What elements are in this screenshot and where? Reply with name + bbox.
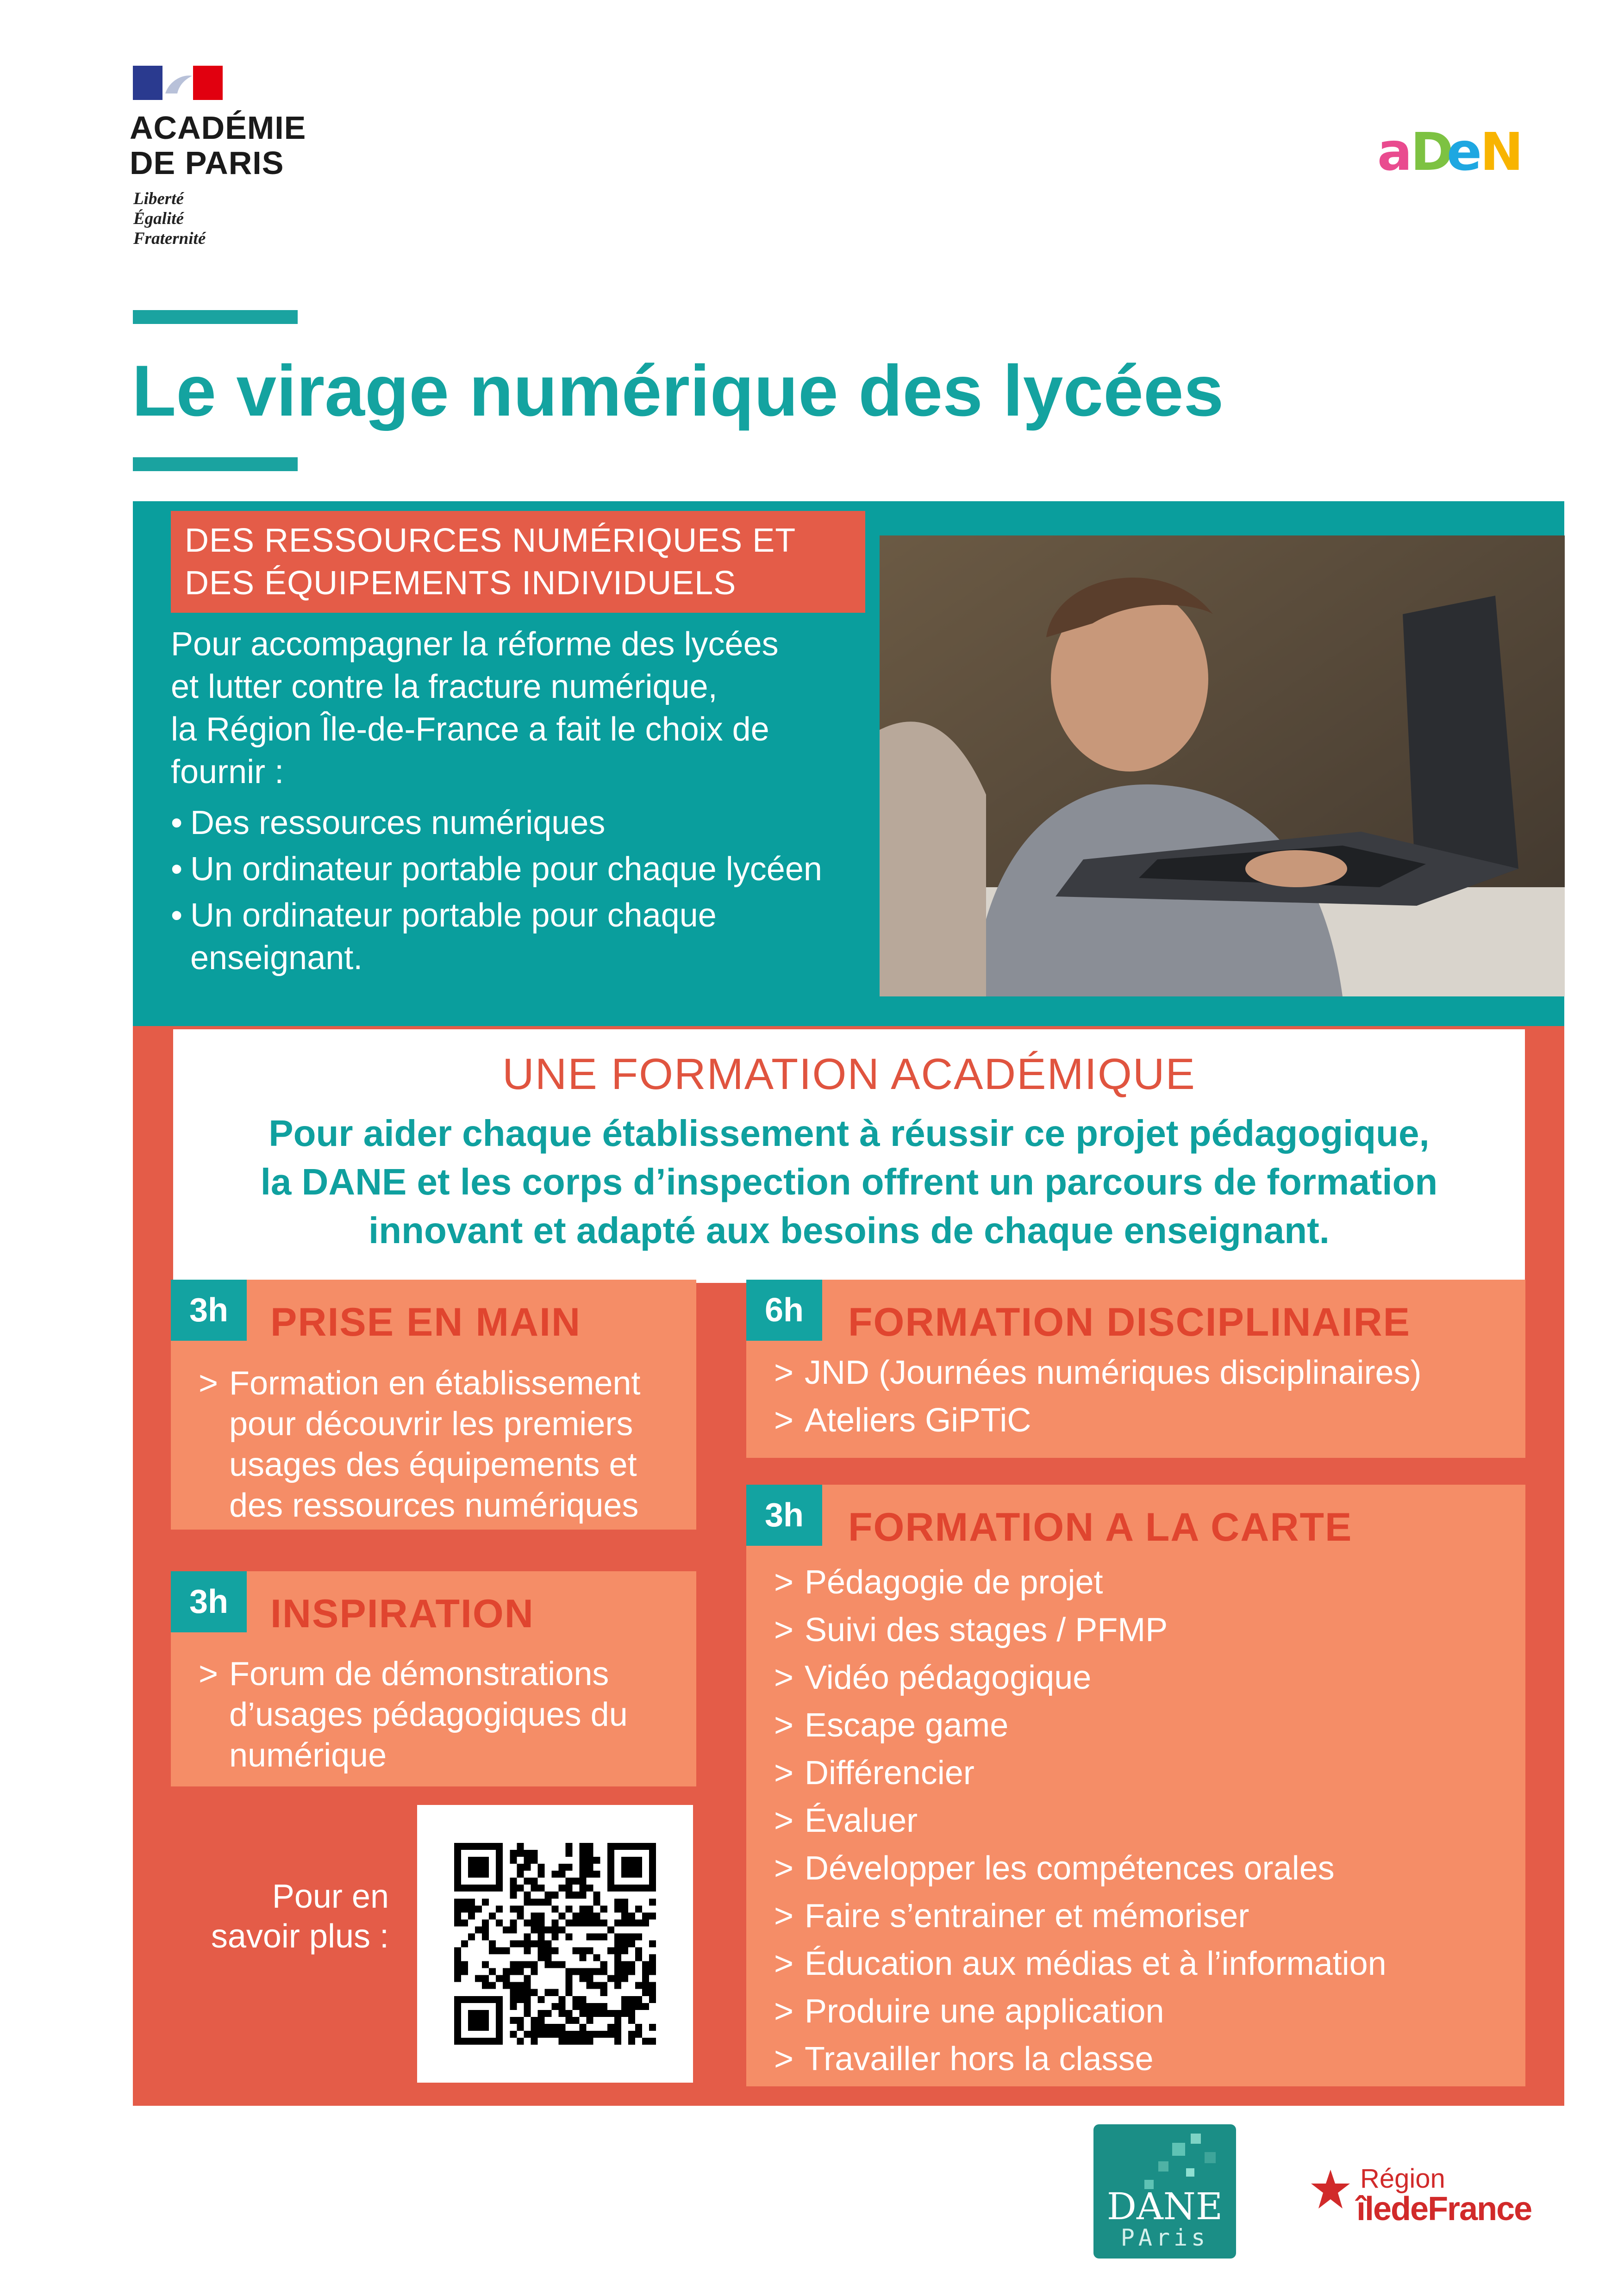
academy-line2: DE PARIS [130, 145, 284, 181]
resources-intro [171, 623, 865, 793]
hours-badge: 6h [746, 1280, 822, 1341]
card-inspiration [171, 1571, 696, 1786]
dane-line1: DANE [1106, 2185, 1223, 2228]
list-item: > Formation en établissement pour découvrir les premiers usages des équipements et des ressources numériques [199, 1363, 689, 1526]
training-line: la DANE et les corps d’inspection offrent un parcours de formation [260, 1161, 1438, 1202]
region-line1: Région [1360, 2164, 1445, 2194]
training-text [173, 1109, 1525, 1255]
list-item: > Différencier [774, 1749, 1515, 1797]
list-item: • Un ordinateur portable pour chaque enseignant. [171, 894, 865, 979]
title-bar-top [133, 310, 298, 324]
marianne-flag-logo [133, 66, 223, 100]
card-title: FORMATION A LA CARTE [848, 1505, 1353, 1549]
resources-heading [171, 511, 865, 613]
qr-code[interactable] [417, 1805, 693, 2083]
intro-line: fournir : [171, 753, 284, 790]
svg-text:D: D [1411, 122, 1454, 182]
list-item: > Ateliers GiPTiC [774, 1397, 1515, 1444]
list-item: > Faire s’entrainer et mémoriser [774, 1892, 1515, 1940]
training-heading: UNE FORMATION ACADÉMIQUE [502, 1050, 1196, 1099]
region-ile-de-france-logo [1310, 2161, 1551, 2235]
card-prise-en-main [171, 1280, 696, 1530]
list-item: > Vidéo pédagogique [774, 1654, 1515, 1702]
motto-egalite: Égalité [133, 209, 184, 228]
academy-line1: ACADÉMIE [130, 110, 306, 146]
svg-text:a: a [1377, 122, 1412, 182]
card-items [774, 1349, 1515, 1444]
republic-motto [133, 189, 206, 249]
qr-code-icon [454, 1843, 656, 2045]
svg-text:N: N [1480, 122, 1524, 182]
title-bar-bottom [133, 457, 298, 471]
hours-badge: 3h [746, 1485, 822, 1546]
resources-heading-line1: DES RESSOURCES NUMÉRIQUES ET [185, 522, 796, 559]
qr-label [181, 1877, 389, 1956]
card-items [774, 1559, 1515, 2083]
list-item: > JND (Journées numériques disciplinaires) [774, 1349, 1515, 1397]
motto-fraternite: Fraternité [133, 229, 206, 248]
dane-line2: PAris [1120, 2224, 1209, 2251]
dane-paris-logo [1093, 2124, 1236, 2259]
qr-label-line2: savoir plus : [211, 1918, 389, 1955]
card-formation-disciplinaire [746, 1280, 1525, 1458]
list-item: • Des ressources numériques [171, 802, 865, 844]
aden-logo [1377, 122, 1524, 183]
card-title: FORMATION DISCIPLINAIRE [848, 1300, 1411, 1344]
list-item: > Évaluer [774, 1797, 1515, 1845]
intro-line: Pour accompagner la réforme des lycées [171, 626, 779, 663]
list-item: > Suivi des stages / PFMP [774, 1606, 1515, 1654]
region-star-icon [1310, 2170, 1351, 2210]
card-title: INSPIRATION [270, 1592, 534, 1636]
card-items [199, 1363, 689, 1526]
academy-name [130, 110, 306, 180]
card-items [199, 1654, 689, 1776]
region-line2: îledeFrance [1356, 2190, 1532, 2228]
list-item: > Développer les compétences orales [774, 1845, 1515, 1892]
hours-badge: 3h [171, 1571, 247, 1632]
resources-heading-line2: DES ÉQUIPEMENTS INDIVIDUELS [185, 565, 737, 602]
list-item: • Un ordinateur portable pour chaque lycéen [171, 848, 865, 890]
list-item: > Pédagogie de projet [774, 1559, 1515, 1606]
list-item: > Produire une application [774, 1988, 1515, 2035]
resources-list [171, 802, 865, 983]
list-item: > Escape game [774, 1702, 1515, 1749]
intro-line: et lutter contre la fracture numérique, [171, 668, 718, 705]
training-line: Pour aider chaque établissement à réussir ce projet pédagogique, [269, 1113, 1430, 1154]
list-item: > Forum de démonstrations d’usages pédagogiques du numérique [199, 1654, 689, 1776]
card-formation-a-la-carte [746, 1485, 1525, 2086]
motto-liberte: Liberté [133, 189, 184, 208]
students-laptop-photo [880, 535, 1565, 996]
list-item: > Travailler hors la classe [774, 2035, 1515, 2083]
list-item: > Éducation aux médias et à l’information [774, 1940, 1515, 1988]
qr-label-line1: Pour en [272, 1878, 389, 1915]
intro-line: la Région Île-de-France a fait le choix de [171, 711, 769, 748]
svg-text:e: e [1447, 122, 1482, 182]
training-line: innovant et adapté aux besoins de chaque enseignant. [368, 1210, 1330, 1251]
training-intro-box [173, 1029, 1525, 1283]
hours-badge: 3h [171, 1280, 247, 1341]
card-title: PRISE EN MAIN [270, 1300, 581, 1344]
page-title: Le virage numérique des lycées [132, 351, 1224, 431]
